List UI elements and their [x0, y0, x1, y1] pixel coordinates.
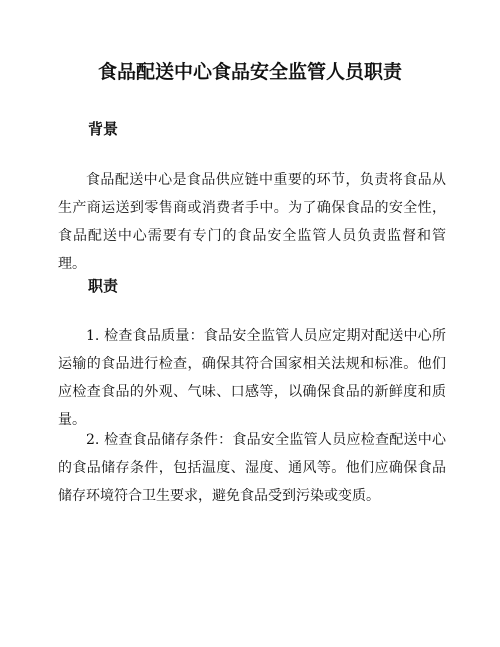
duty-paragraph-storage-check: 2. 检查食品储存条件：食品安全监管人员应检查配送中心的食品储存条件，包括温度、湿度、通风等。他们应确保食品储存环境符合卫生要求，避免食品受到污染或变质。 [58, 432, 446, 504]
background-paragraph: 食品配送中心是食品供应链中重要的环节，负责将食品从生产商运送到零售商或消费者手中。为了确保食品的安全性，食品配送中心需要有专门的食品安全监管人员负责监督和管理。 [58, 172, 446, 272]
section-heading-duties: 职责 [88, 277, 119, 295]
document-title: 食品配送中心食品安全监管人员职责 [97, 61, 402, 83]
duty-paragraph-quality-check: 1. 检查食品质量：食品安全监管人员应定期对配送中心所运输的食品进行检查，确保其符合国家相关法规和标准。他们应检查食品的外观、气味、口感等，以确保食品的新鲜度和质量。 [58, 328, 446, 428]
section-heading-background: 背景 [88, 120, 119, 138]
